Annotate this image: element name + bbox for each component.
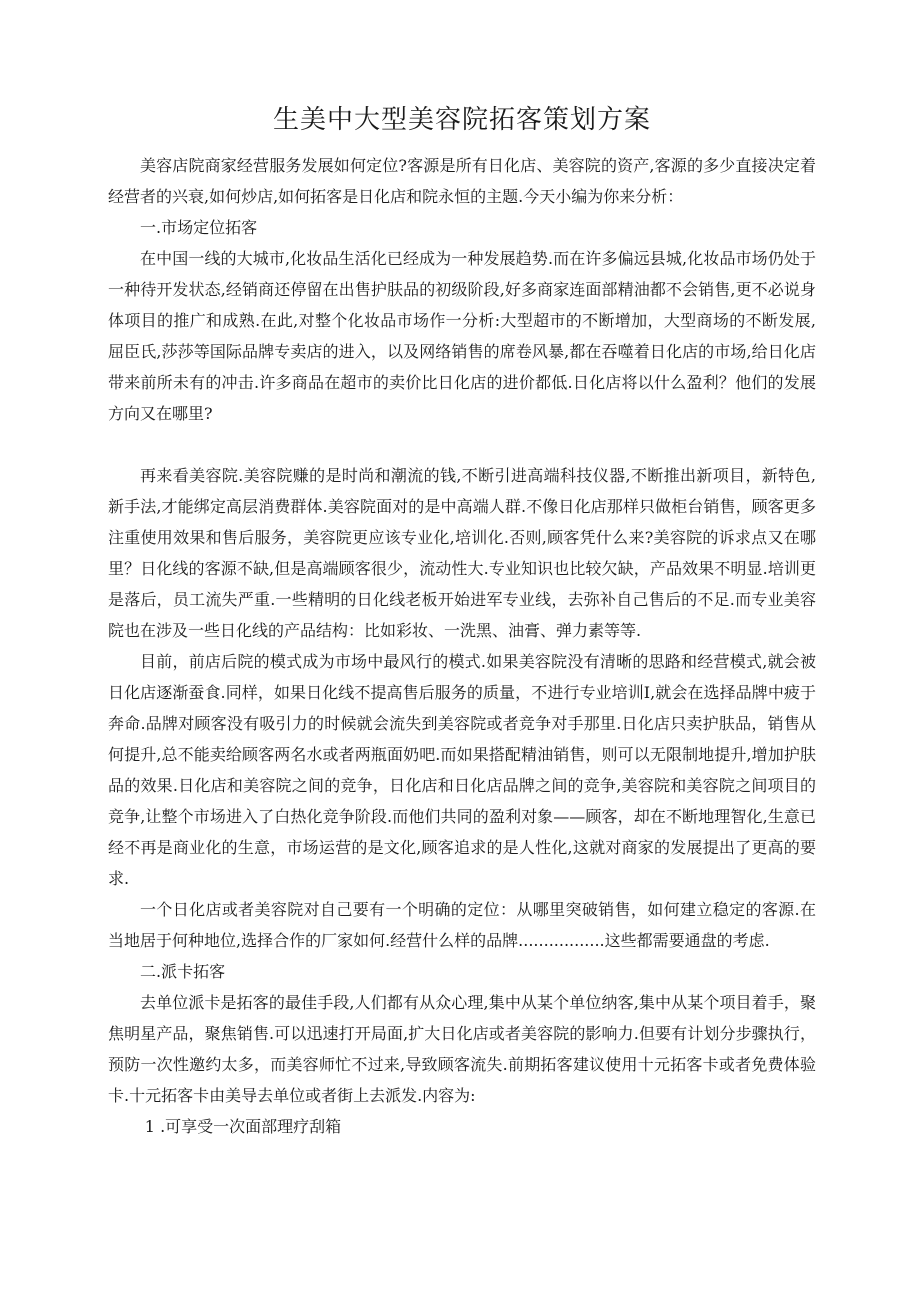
paragraph-beauty-salon: 再来看美容院.美容院赚的是时尚和潮流的钱,不断引进高端科技仪器,不断推出新项目，新特色,新手法,才能绑定高层消费群体.美容院面对的是中高端人群.不像日化店那样只做柜台销售，顾客更多注重使用效果和售后服务，美容院更应该专业化,培训化.否则,顾客凭什么来?美容院的诉求点又在哪里？日化线的客源不缺,但是高端顾客很少，流动性大.专业知识也比较欠缺，产品效果不明显.培训更是落后，员工流失严重.一些精明的日化线老板开始进军专业线，去弥补自己售后的不足.而专业美容院也在涉及一些日化线的产品结构：比如彩妆、一洗黑、油膏、弹力素等等. bbox=[108, 466, 816, 640]
blank-line bbox=[108, 429, 816, 460]
section-heading-card-distribution: 二.派卡拓客 bbox=[140, 962, 226, 981]
intro-paragraph: 美容店院商家经营服务发展如何定位?客源是所有日化店、美容院的资产,客源的多少直接决定着经营者的兴衰,如何炒店,如何拓客是日化店和院永恒的主题.今天小编为你来分析： bbox=[108, 156, 816, 206]
paragraph-city-market: 在中国一线的大城市,化妆品生活化已经成为一种发展趋势.而在许多偏远县城,化妆品市场仍处于一种待开发状态,经销商还停留在出售护肤品的初级阶段,好多商家连面部精油都不会销售,更不必说身体项目的推广和成熟.在此,对整个化妆品市场作一分析:大型超市的不断增加，大型商场的不断发展,屈臣氏,莎莎等国际品牌专卖店的进入，以及网络销售的席卷风暴,都在吞噬着日化店的市场,给日化店带来前所未有的冲击.许多商品在超市的卖价比日化店的进价都低.日化店将以什么盈利？他们的发展方向又在哪里? bbox=[108, 249, 816, 423]
paragraph-front-shop-back-salon: 目前，前店后院的模式成为市场中最风行的模式.如果美容院没有清晰的思路和经营模式,就会被日化店逐渐蚕食.同样，如果日化线不提高售后服务的质量，不进行专业培训I,就会在选择品牌中疲于奔命.品牌对顾客没有吸引力的时候就会流失到美容院或者竞争对手那里.日化店只卖护肤品，销售从何提升,总不能卖给顾客两名水或者两瓶面奶吧.而如果搭配精油销售，则可以无限制地提升,增加护肤品的效果.日化店和美容院之间的竞争，日化店和日化店品牌之间的竞争,美容院和美容院之间项目的竞争,让整个市场进入了白热化竞争阶段.而他们共同的盈利对象——顾客，却在不断地理智化,生意已经不再是商业化的生意，市场运营的是文化,顾客追求的是人性化,这就对商家的发展提出了更高的要求. bbox=[108, 652, 816, 888]
document-title: 生美中大型美容院拓客策划方案 bbox=[272, 105, 651, 135]
paragraph-positioning: 一个日化店或者美容院对自己要有一个明确的定位：从哪里突破销售，如何建立稳定的客源.在当地居于何种地位,选择合作的厂家如何.经营什么样的品牌.................这些都需要通盘的考虑. bbox=[108, 900, 816, 950]
paragraph-card-distribution: 去单位派卡是拓客的最佳手段,人们都有从众心理,集中从某个单位纳客,集中从某个项目着手，聚焦明星产品，聚焦销售.可以迅速打开局面,扩大日化店或者美容院的影响力.但要有计划分步骤执行，预防一次性邀约太多，而美容师忙不过来,导致顾客流失.前期拓客建议使用十元拓客卡或者免费体验卡.十元拓客卡由美导去单位或者街上去派发.内容为: bbox=[108, 993, 816, 1105]
document-page bbox=[108, 100, 816, 1142]
section-heading-market-positioning: 一.市场定位拓客 bbox=[140, 218, 258, 237]
list-item: 1 .可享受一次面部理疗刮箱 bbox=[144, 1117, 342, 1136]
